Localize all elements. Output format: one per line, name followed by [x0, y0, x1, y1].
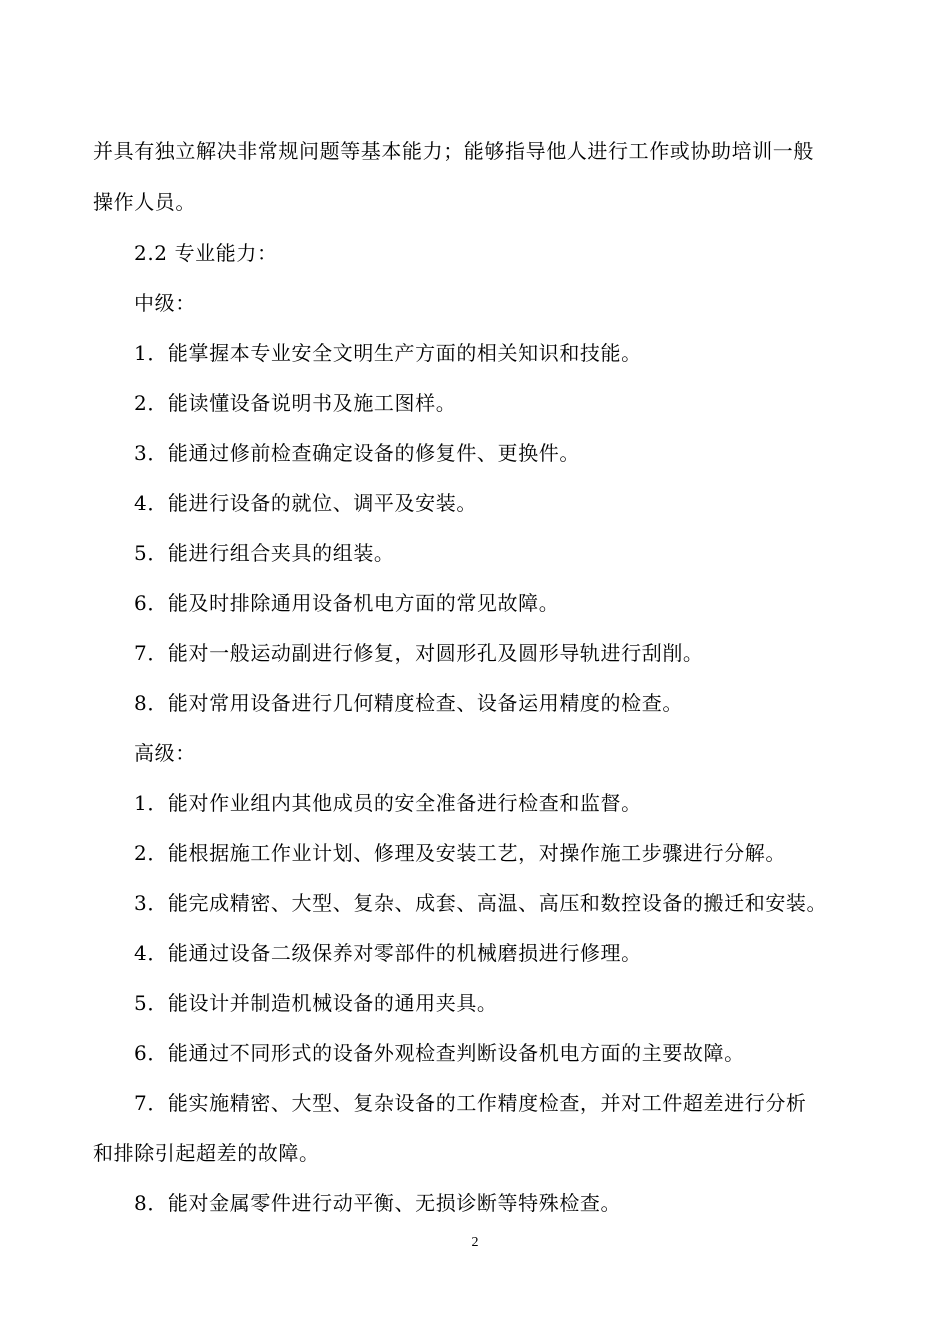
list-item: 5．能进行组合夹具的组装。: [134, 541, 395, 565]
list-item: 7．能实施精密、大型、复杂设备的工作精度检查，并对工件超差进行分析: [134, 1091, 807, 1115]
section-heading: 2.2 专业能力：: [134, 241, 278, 265]
paragraph-line: 操作人员。: [93, 190, 196, 214]
list-item: 6．能通过不同形式的设备外观检查判断设备机电方面的主要故障。: [134, 1041, 745, 1065]
list-item-continuation: 和排除引起超差的故障。: [93, 1141, 320, 1165]
list-item: 1．能对作业组内其他成员的安全准备进行检查和监督。: [134, 791, 642, 815]
level-heading-advanced: 高级：: [134, 741, 196, 765]
list-item: 4．能进行设备的就位、调平及安装。: [134, 491, 477, 515]
list-item: 8．能对金属零件进行动平衡、无损诊断等特殊检查。: [134, 1191, 622, 1215]
list-item: 7．能对一般运动副进行修复，对圆形孔及圆形导轨进行刮削。: [134, 641, 704, 665]
list-item: 2．能根据施工作业计划、修理及安装工艺，对操作施工步骤进行分解。: [134, 841, 786, 865]
list-item: 3．能通过修前检查确定设备的修复件、更换件。: [134, 441, 580, 465]
level-heading-intermediate: 中级：: [134, 291, 196, 315]
list-item: 6．能及时排除通用设备机电方面的常见故障。: [134, 591, 560, 615]
list-item: 1．能掌握本专业安全文明生产方面的相关知识和技能。: [134, 341, 642, 365]
list-item: 8．能对常用设备进行几何精度检查、设备运用精度的检查。: [134, 691, 683, 715]
list-item: 4．能通过设备二级保养对零部件的机械磨损进行修理。: [134, 941, 642, 965]
page-number: 2: [471, 1235, 479, 1250]
list-item: 5．能设计并制造机械设备的通用夹具。: [134, 991, 498, 1015]
list-item: 2．能读懂设备说明书及施工图样。: [134, 391, 457, 415]
list-item: 3．能完成精密、大型、复杂、成套、高温、高压和数控设备的搬迁和安装。: [134, 891, 828, 915]
paragraph-line: 并具有独立解决非常规问题等基本能力；能够指导他人进行工作或协助培训一般: [93, 139, 814, 163]
